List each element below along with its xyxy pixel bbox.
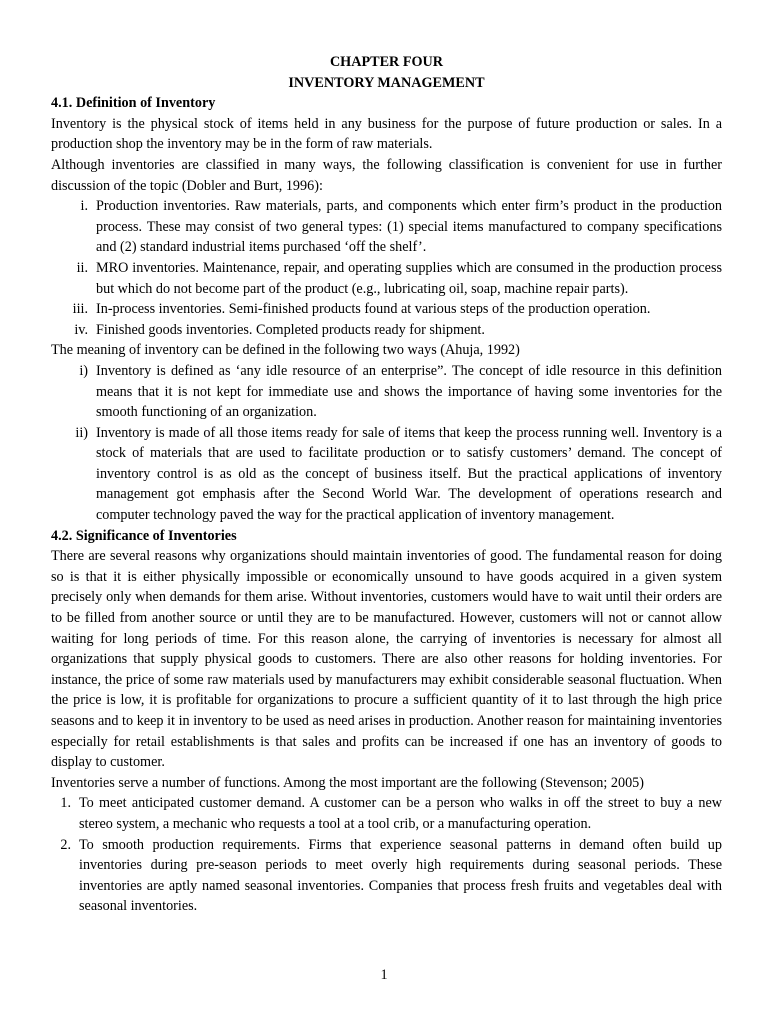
list-item	[51, 423, 722, 526]
functions-list	[51, 793, 722, 917]
list-item	[51, 835, 722, 917]
list-marker: i.	[80, 198, 88, 215]
list-marker: iv.	[74, 321, 88, 338]
list-item	[51, 320, 722, 341]
section-heading-definition: 4.1. Definition of Inventory	[51, 95, 216, 112]
page-number: 1	[380, 967, 388, 983]
list-item-text: MRO inventories. Maintenance, repair, and operating supplies which are consumed in the production process but which do not become part of the product (e.g., lubricating oil, soap, machine repair parts).	[96, 259, 722, 297]
list-item	[51, 793, 722, 834]
list-item	[51, 361, 722, 423]
chapter-label: CHAPTER FOUR	[329, 54, 444, 70]
list-item	[51, 196, 722, 258]
list-item-text: To meet anticipated customer demand. A customer can be a person who walks in off the street to buy a new stereo system, a mechanic who requests a tool at a tool crib, or a manufacturing operation.	[79, 795, 722, 832]
list-marker: iii.	[72, 301, 88, 318]
list-marker: i)	[79, 362, 88, 379]
list-item	[51, 299, 722, 320]
section-heading-significance: 4.2. Significance of Inventories	[51, 527, 237, 544]
list-marker: 1.	[60, 795, 71, 812]
list-item-text: Inventory is defined as ‘any idle resource of an enterprise”. The concept of idle resource in this definition means that it is not kept for immediate use and shows the importance of having some inventories for the smooth functioning of an organization.	[96, 362, 722, 421]
paragraph: Inventories serve a number of functions. Among the most important are the following (Stevenson; 2005)	[51, 774, 644, 791]
list-marker: ii.	[76, 259, 88, 276]
list-item-text: Inventory is made of all those items ready for sale of items that keep the process running well. Inventory is a stock of materials that are used to facilitate production or to satisfy customers’ demand. The concept of inventory control is as old as the concept of business itself. But the practical applications of inventory management got emphasis after the Second World War. The development of operations research and computer technology paved the way for the practical application of inventory management.	[96, 424, 722, 524]
list-item	[51, 258, 722, 299]
list-item-text: In-process inventories. Semi-finished products found at various steps of the production operation.	[96, 301, 651, 318]
list-item-text: To smooth production requirements. Firms that experience seasonal patterns in demand often build up inventories during pre-season periods to meet overly high requirements during seasonal periods. These inventories are aptly named seasonal inventories. Companies that process fresh fruits and vegetables deal with seasonal inventories.	[79, 836, 722, 915]
classification-list	[51, 196, 722, 340]
list-marker: 2.	[60, 836, 71, 853]
list-marker: ii)	[75, 424, 88, 441]
paragraph: The meaning of inventory can be defined in the following two ways (Ahuja, 1992)	[51, 342, 520, 359]
chapter-title: INVENTORY MANAGEMENT	[288, 74, 485, 91]
list-item-text: Production inventories. Raw materials, parts, and components which enter firm’s product in the production process. These may consist of two general types: (1) special items manufactured to company specifications and (2) standard industrial items purchased ‘off the shelf’.	[96, 198, 722, 256]
paragraph: Although inventories are classified in many ways, the following classification is convenient for use in further discussion of the topic (Dobler and Burt, 1996):	[51, 156, 722, 194]
paragraph: Inventory is the physical stock of items held in any business for the purpose of future production or sales. In a production shop the inventory may be in the form of raw materials.	[51, 115, 722, 153]
paragraph: There are several reasons why organizations should maintain inventories of good. The fundamental reason for doing so is that it is either physically impossible or economically unsound to have goods acquired in a given system precisely only when demands for them arise. Without inventories, customers would have to wait until their orders are to be filled from another source or until they are to be manufactured. However, customers will not or cannot allow waiting for long periods of time. For this reason alone, the carrying of inventories is necessary for almost all organizations that supply physical goods to customers. There are also other reasons for holding inventories. For instance, the price of some raw materials used by manufacturers may exhibit considerable seasonal fluctuation. When the price is low, it is profitable for organizations to procure a sufficient quantity of it to last through the high price seasons and to keep it in inventory to be used as need arises in production. Another reason for maintaining inventories especially for retail establishments is that sales and profits can be increased if one has an inventory of goods to display to customer.	[51, 548, 722, 771]
list-item-text: Finished goods inventories. Completed products ready for shipment.	[96, 321, 485, 338]
meaning-list	[51, 361, 722, 526]
